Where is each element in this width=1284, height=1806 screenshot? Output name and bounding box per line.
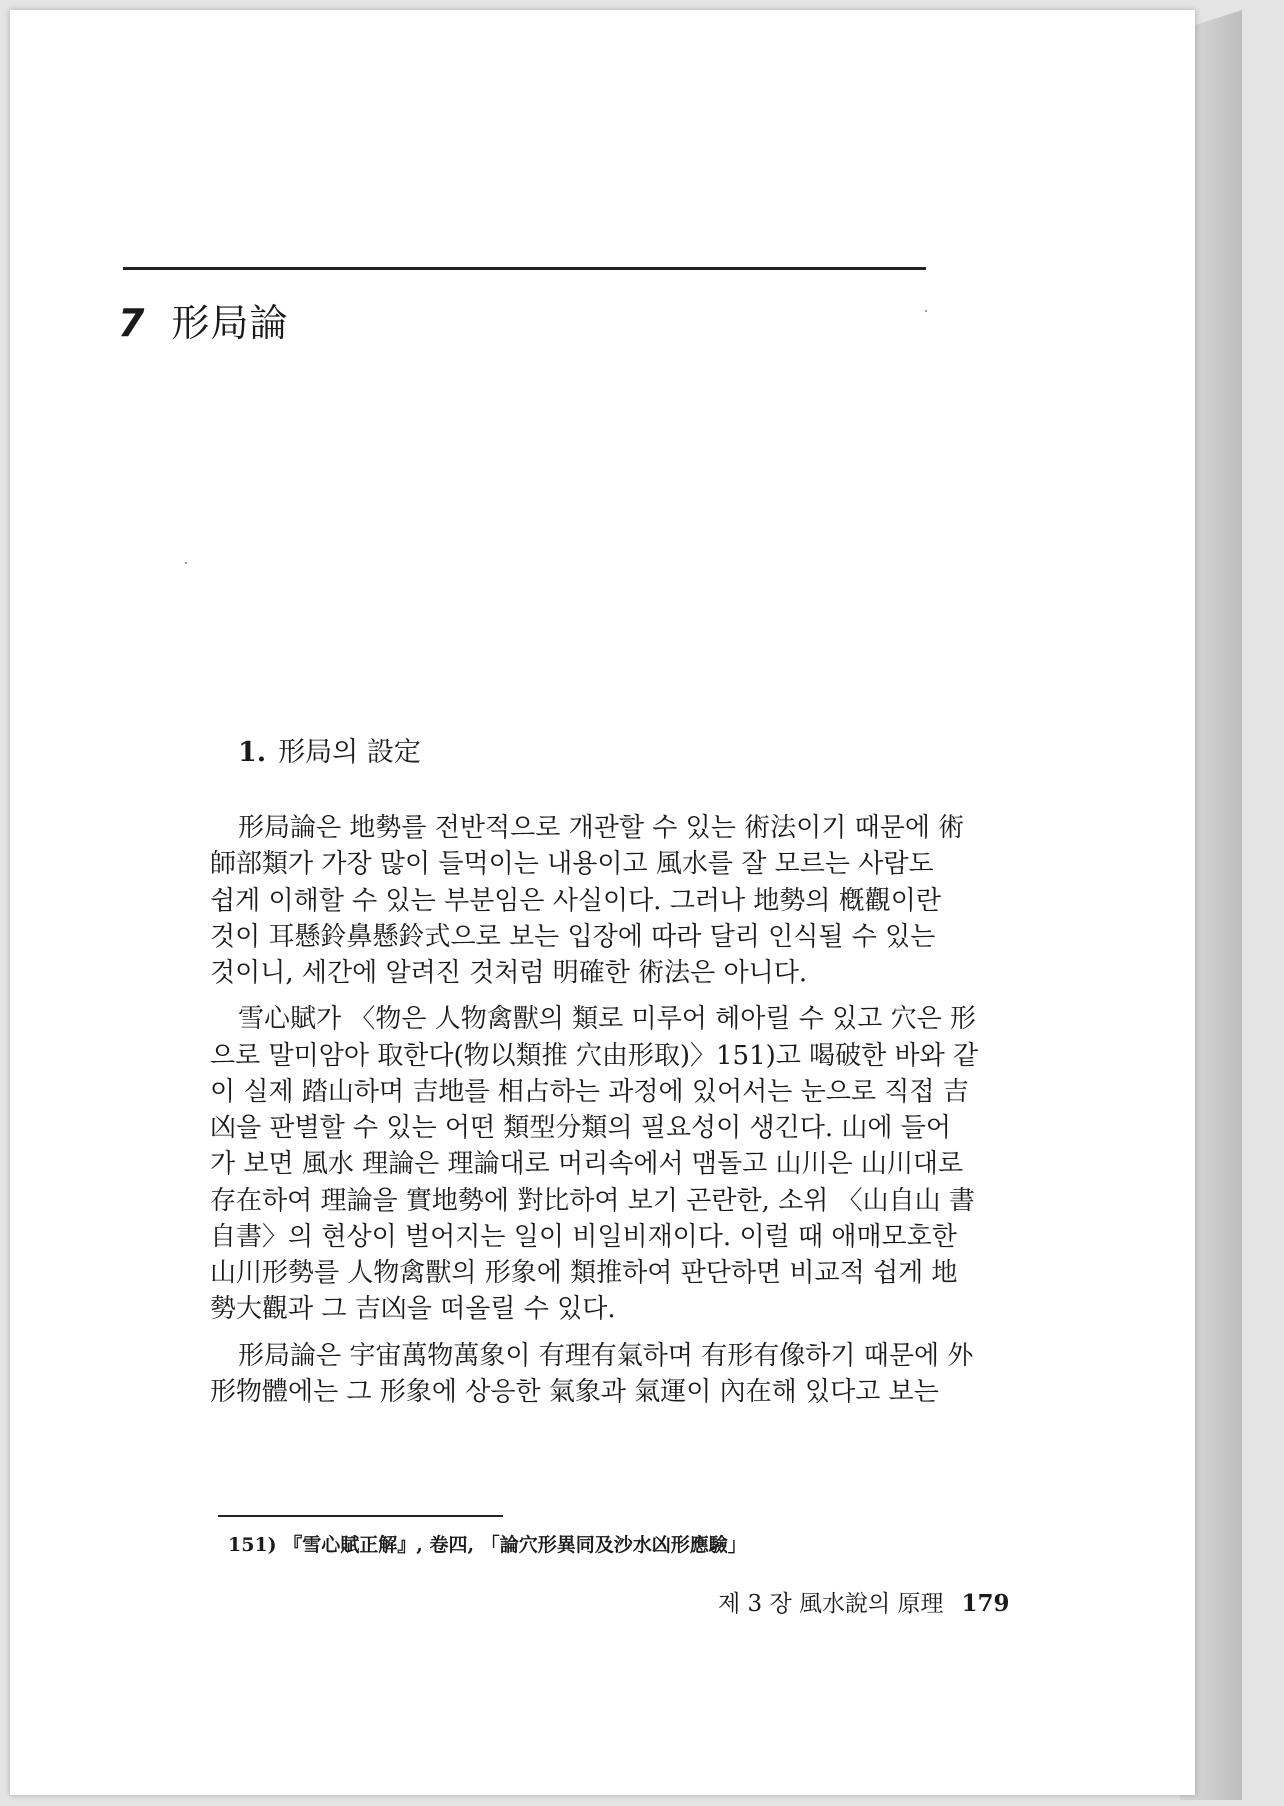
body-text [210, 810, 1038, 1410]
paragraph [210, 1338, 1038, 1411]
text-line: 山川形勢를 人物禽獸의 形象에 類推하여 판단하면 비교적 쉽게 地 [210, 1258, 958, 1289]
section-number: 1. [238, 737, 267, 768]
page-number: 179 [961, 1590, 1010, 1617]
text-line: 凶을 판별할 수 있는 어떤 類型分類의 필요성이 생긴다. 山에 들어 [210, 1113, 951, 1144]
scan-speck [925, 310, 927, 312]
text-line: 自書〉의 현상이 벌어지는 일이 비일비재이다. 이럴 때 애매모호한 [210, 1221, 957, 1252]
text-line: 것이 耳懸鈴鼻懸鈴式으로 보는 입장에 따라 달리 인식될 수 있는 [210, 921, 936, 952]
text-line: 이 실제 踏山하며 吉地를 相占하는 과정에 있어서는 눈으로 직접 吉 [210, 1076, 969, 1107]
text-line: 形局論은 宇宙萬物萬象이 有理有氣하며 有形有像하기 때문에 外 [238, 1340, 974, 1371]
section-title: 形局의 設定 [278, 737, 421, 768]
text-line: 것이니, 세간에 알려진 것처럼 明確한 術法은 아니다. [210, 958, 808, 989]
paragraph [210, 1001, 1038, 1327]
text-line: 雪心賦가 〈物은 人物禽獸의 類로 미루어 헤아릴 수 있고 穴은 形 [238, 1004, 977, 1035]
section-heading [238, 730, 421, 769]
scan-speck [185, 562, 187, 564]
chapter-title: 形局論 [171, 301, 289, 345]
paragraph [210, 810, 1038, 991]
text-line: 形局論은 地勢를 전반적으로 개관할 수 있는 術法이기 때문에 術 [238, 813, 965, 843]
running-title: 제 3 장 風水說의 原理 [718, 1591, 944, 1617]
footnote: 151) 『雪心賦正解』, 卷四, 「論穴形異同及沙水凶形應驗」 [228, 1534, 747, 1556]
running-footer [718, 1585, 1010, 1618]
chapter-heading [118, 292, 288, 347]
text-line: 存在하여 理論을 實地勢에 對比하여 보기 곤란한, 소위 〈山自山 書 [210, 1185, 975, 1216]
chapter-number: 7 [118, 301, 146, 345]
footnote-rule [218, 1515, 503, 1517]
text-line: 쉽게 이해할 수 있는 부분임은 사실이다. 그러나 地勢의 槪觀이란 [210, 885, 941, 916]
text-line: 勢大觀과 그 吉凶을 떠올릴 수 있다. [210, 1294, 616, 1325]
chapter-rule [123, 267, 926, 270]
text-line: 가 보면 風水 理論은 理論대로 머리속에서 맴돌고 山川은 山川대로 [210, 1149, 964, 1180]
text-line: 形物體에는 그 形象에 상응한 氣象과 氣運이 內在해 있다고 보는 [210, 1376, 939, 1407]
text-line: 으로 말미암아 取한다(物以類推 穴由形取)〉151)고 喝破한 바와 같 [210, 1040, 979, 1071]
text-line: 師部類가 가장 많이 들먹이는 내용이고 風水를 잘 모르는 사람도 [210, 849, 934, 880]
